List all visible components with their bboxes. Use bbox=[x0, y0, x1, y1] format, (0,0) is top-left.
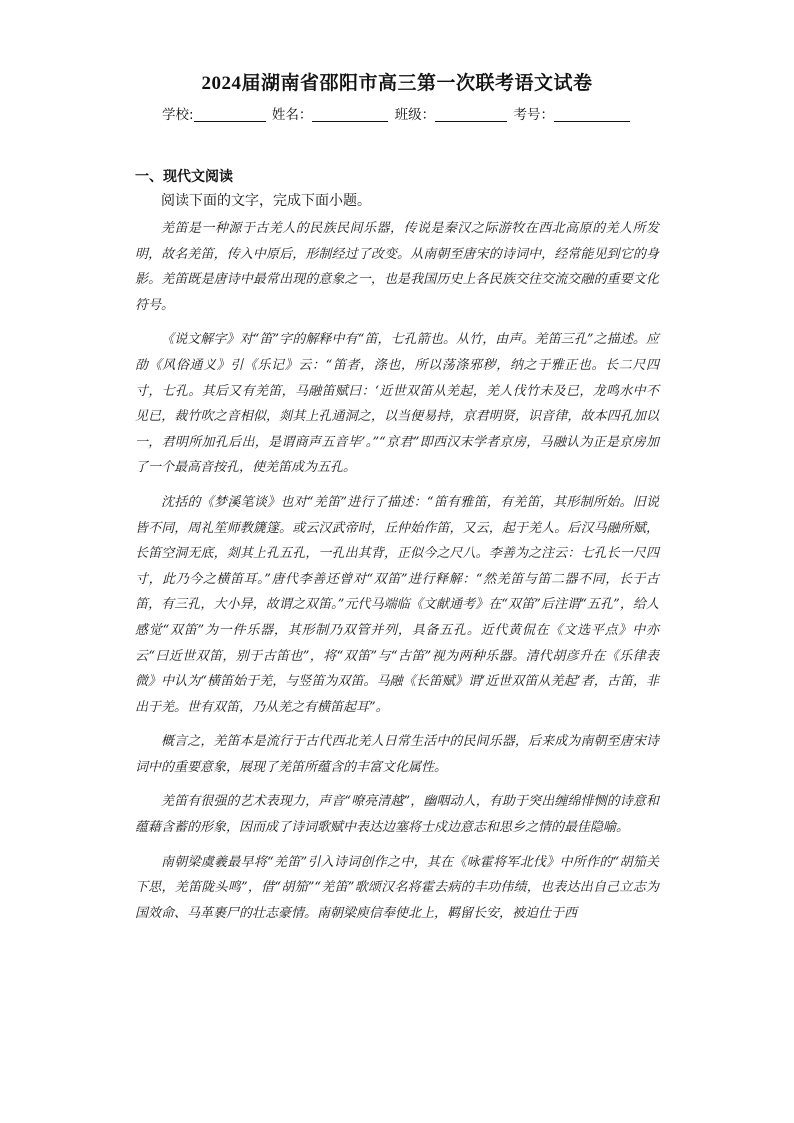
name-blank bbox=[312, 107, 388, 122]
reading-instruction: 阅读下面的文字，完成下面小题。 bbox=[161, 193, 371, 209]
student-info-line bbox=[0, 103, 794, 123]
reading-passage bbox=[135, 216, 659, 935]
paragraph: 羌笛有很强的艺术表现力，声音“嘹亮清越”，幽咽动人，有助于突出缠绵悱恻的诗意和蕴藉含蓄的形象，因而成了诗词歌赋中表达边塞将士戍边意志和思乡之情的最佳隐喻。 bbox=[135, 794, 659, 836]
paragraph: 沈括的《梦溪笔谈》也对“羌笛”进行了描述：“笛有雅笛，有羌笛，其形制所始。旧说皆不同，周礼笙师教篪篴。或云汉武帝时，丘仲始作笛，又云，起于羌人。后汉马融所赋，长笛空洞无底，剡其上孔五孔，一孔出其背，正似今之尺八。李善为之注云：七孔长一尺四寸，此乃今之横笛耳。”唐代李善还曾对“双笛”进行释解：“然羌笛与笛二器不同，长于古笛，有三孔，大小异，故谓之双笛。”元代马端临《文献通考》在“双笛”后注谓“五孔”，给人感觉“双笛”为一件乐器，其形制乃双管并列，具备五孔。近代黄侃在《文选平点》中亦云“曰近世双笛，别于古笛也”，将“双笛”与“古笛”视为两种乐器。清代胡彦升在《乐律表微》中认为“横笛始于羌，与竖笛为双笛。马融《长笛赋》谓‘近世双笛从羌起’者，古笛，非出于羌。世有双笛，乃从羌之有横笛起耳”。 bbox=[135, 494, 659, 715]
school-blank bbox=[194, 107, 266, 122]
paragraph: 概言之，羌笛本是流行于古代西北羌人日常生活中的民间乐器，后来成为南朝至唐宋诗词中的重要意象，展现了羌笛所蕴含的丰富文化属性。 bbox=[135, 734, 659, 775]
class-label: 班级： bbox=[394, 107, 436, 123]
name-label: 姓名： bbox=[271, 107, 313, 123]
paragraph: 南朝梁虞羲最早将“羌笛”引入诗词创作之中，其在《咏霍将军北伐》中所作的“胡笳关下思，羌笛陇头鸣”，借“胡笳”“羌笛”歌颂汉名将霍去病的丰功伟绩，也表达出自己立志为国效命、马革裹尸的壮志豪情。南朝梁庾信奉使北上，羁留长安，被迫仕于西 bbox=[135, 854, 659, 921]
exam-number-label: 考号： bbox=[513, 107, 554, 123]
paragraph: 《说文解字》对“笛”字的解释中有“笛，七孔箭也。从竹，由声。羌笛三孔”之描述。应劭《风俗通义》引《乐记》云：“笛者，涤也，所以荡涤邪秽，纳之于雅正也。长二尺四寸，七孔。其后又有羌笛，马融笛赋曰：‘近世双笛从羌起，羌人伐竹未及已，龙鸣水中不见已，裁竹吹之音相似，剡其上孔通洞之，以当便易持，京君明贤，识音律，故本四孔加以一，君明所加孔后出，是谓商声五音毕’。”“京君”即西汉末学者京房，马融认为正是京房加了一个最高音按孔，使羌笛成为五孔。 bbox=[135, 332, 659, 476]
class-blank bbox=[435, 107, 507, 122]
school-label: 学校: bbox=[162, 107, 194, 123]
exam-number-blank bbox=[554, 107, 630, 122]
page-title: 2024届湖南省邵阳市高三第一次联考语文试卷 bbox=[201, 73, 593, 94]
section-heading: 一、现代文阅读 bbox=[135, 169, 233, 185]
paragraph: 羌笛是一种源于古羌人的民族民间乐器，传说是秦汉之际游牧在西北高原的羌人所发明，故名羌笛，传入中原后，形制经过了改变。从南朝至唐宋的诗词中，经常能见到它的身影。羌笛既是唐诗中最常出现的意象之一，也是我国历史上各民族交往交流交融的重要文化符号。 bbox=[135, 221, 659, 313]
